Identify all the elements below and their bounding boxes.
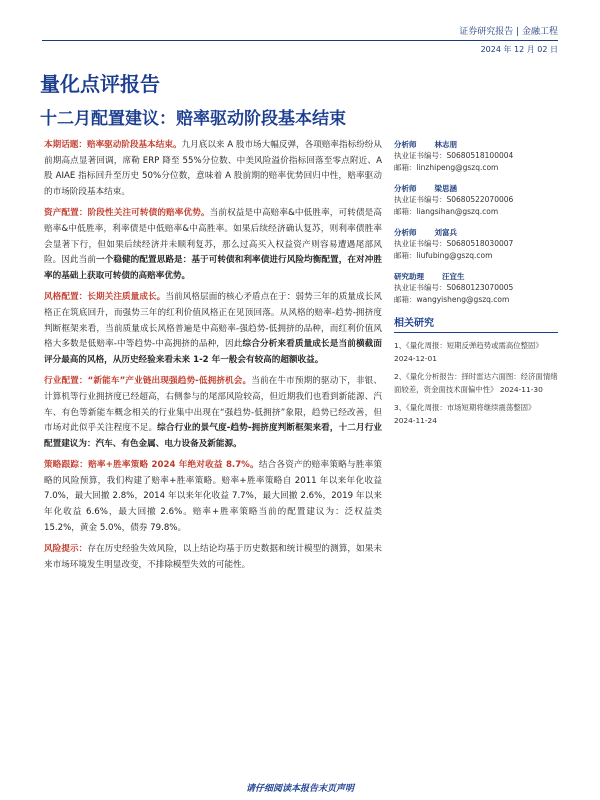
report-title: 十二月配置建议：赔率驱动阶段基本结束 — [40, 109, 346, 129]
sidebar — [394, 138, 558, 432]
analyst-email[interactable]: 邮箱：liufubing@gszq.com — [394, 251, 493, 260]
analyst-role: 分析师 — [394, 139, 417, 149]
analyst-name: 刘富兵 — [434, 227, 457, 237]
bold-text: 综合分析来看质量成长是当前横截面评分最高的风格，从历史经验来看未来 1-2 年一般会有较高的超额收益。 — [44, 339, 382, 365]
body-text: 当前风格层面的核心矛盾点在于：弱势三年的质量成长风格正在筑底回升，而强势三年的红利价值风格正在见顶回落。从风格的赔率-趋势-拥挤度判断框架来看，当前质量成长风格普遍是中高赔率-强趋势-低拥挤的品种，而红利价值风格大多数是低赔率-中等趋势-中高拥挤的品种，因此 — [44, 292, 382, 350]
highlight-text: 长期关注质量成长。 — [87, 292, 166, 303]
analyst-list — [394, 138, 558, 306]
related-research-item[interactable]: 1、《量化周报：短期反弹趋势或需高位整固》 2024-12-01 — [394, 341, 543, 363]
header-tags: 证券研究报告 | 金融工程 — [459, 27, 558, 37]
body-text: 存在历史经验失效风险，以上结论均基于历史数据和统计模型的测算，如果未来市场环境发生明显改变，不排除模型失效的可能性。 — [44, 544, 382, 570]
footer-disclaimer: 请仔细阅读本报告末页声明 — [245, 784, 354, 794]
report-type: 量化点评报告 — [40, 72, 160, 96]
paragraph — [44, 374, 382, 452]
analyst-cert: 执业证书编号：S0680518100004 — [394, 151, 514, 160]
related-research-title: 相关研究 — [394, 314, 558, 333]
analyst-email[interactable]: 邮箱：wangyisheng@gszq.com — [394, 295, 510, 304]
header-divider — [42, 40, 558, 41]
related-research-list — [394, 339, 558, 427]
analyst-cert: 执业证书编号：S0680123070005 — [394, 283, 514, 292]
analyst-header — [394, 226, 558, 238]
paragraph-label: 本期话题： — [44, 140, 87, 150]
analyst-header — [394, 138, 558, 150]
related-research-item[interactable]: 2、《量化分析报告：择时雷达六面图：经济面情绪面较差，资金面技术面偏中性》 2024-11-30 — [394, 372, 558, 394]
paragraph — [44, 206, 382, 284]
report-date: 2024 年 12 月 02 日 — [480, 45, 558, 54]
paragraph-label: 风格配置： — [44, 292, 88, 303]
analyst-card — [394, 270, 558, 306]
related-research-item[interactable]: 3、《量化周报：市场短期将继续震荡整固》 2024-11-24 — [394, 403, 536, 425]
bold-text: 综合行业的景气度-趋势-拥挤度判断框架来看，十二月行业配置建议为：汽车、有色金属、电力设备及新能源。 — [44, 423, 382, 449]
paragraph-label: 策略跟踪： — [44, 460, 89, 471]
bold-text: 一个稳健的配置思路是：基于可转债和利率债进行风险均衡配置，在对冲胜率的基础上获取可转债的高赔率优势。 — [44, 255, 382, 281]
analyst-header — [394, 270, 558, 282]
body-text: 结合各资产的赔率策略与胜率策略的风险预算，我们构建了赔率+胜率策略。赔率+胜率策略自 2011 年以来年化收益 7.0%，最大回撤 2.8%，2014 年以来年化收益 7.7%，最大回撤 2.6%，2019 年以来年化收益 6.6%，最大回撤 2.6%。赔率+胜率策略当前的配置建议为：泛权益类 15.2%，黄金 5.0%，债券 79.8%。 — [44, 460, 382, 533]
analyst-name: 梁思涵 — [434, 183, 457, 193]
main-content — [44, 138, 382, 579]
analyst-name: 林志朋 — [434, 139, 457, 149]
analyst-role: 研究助理 — [394, 271, 424, 281]
body-text: 当前权益是中高赔率&中低胜率，可转债是高赔率&中低胜率，利率债是中低赔率&中高胜率。如果后续经济确认复苏，则利率债胜率会显著下行，但如果后续经济并未顺利复苏，那么过高买入权益资产则容易遭遇尾部风险。因此当前 — [44, 208, 382, 266]
body-text: 当前在牛市预期的驱动下，非银、计算机等行业拥挤度已经超高，右侧参与的尾部风险较高，但近期我们也看到新能源、汽车、有色等新能车概念相关的行业集中出现在“强趋势-低拥挤”象限，趋势已经改善，但市场对此似乎关注程度不足。 — [44, 376, 382, 434]
paragraph — [44, 138, 382, 200]
highlight-text: 阶段性关注可转债的赔率优势。 — [87, 208, 210, 219]
analyst-name: 汪宜生 — [442, 271, 465, 281]
analyst-header — [394, 182, 558, 194]
paragraph — [44, 290, 382, 368]
paragraph-label: 资产配置： — [44, 208, 88, 219]
paragraph-label: 风险提示： — [44, 544, 88, 555]
analyst-role: 分析师 — [394, 227, 417, 237]
analyst-card — [394, 226, 558, 262]
highlight-text: 赔率+胜率策略 2024 年绝对收益 8.7%。 — [88, 460, 259, 471]
paragraph — [44, 458, 382, 536]
highlight-text: 赔率驱动阶段基本结束。 — [86, 140, 182, 150]
analyst-email[interactable]: 邮箱：linzhipeng@gszq.com — [394, 163, 499, 172]
analyst-role: 分析师 — [394, 183, 417, 193]
analyst-cert: 执业证书编号：S0680522070006 — [394, 195, 514, 204]
analyst-cert: 执业证书编号：S0680518030007 — [394, 239, 514, 248]
paragraph-label: 行业配置： — [44, 376, 88, 387]
highlight-text: “新能车”产业链出现强趋势-低拥挤机会。 — [87, 376, 252, 387]
body-text: 九月底以来 A 股市场大幅反弹，各项赔率指标纷纷从前期高点显著回调，席勒 ERP 降至 55%分位数、中美风险溢价指标回落至零点附近、A 股 AIAE 指标回升至历史 50%分位数，意味着 A 股前期的赔率优势回归中性，赔率驱动的市场阶段基本结束。 — [44, 140, 382, 197]
analyst-email[interactable]: 邮箱：liangsihan@gszq.com — [394, 207, 499, 216]
paragraph — [44, 542, 382, 573]
analyst-card — [394, 182, 558, 218]
analyst-card — [394, 138, 558, 174]
